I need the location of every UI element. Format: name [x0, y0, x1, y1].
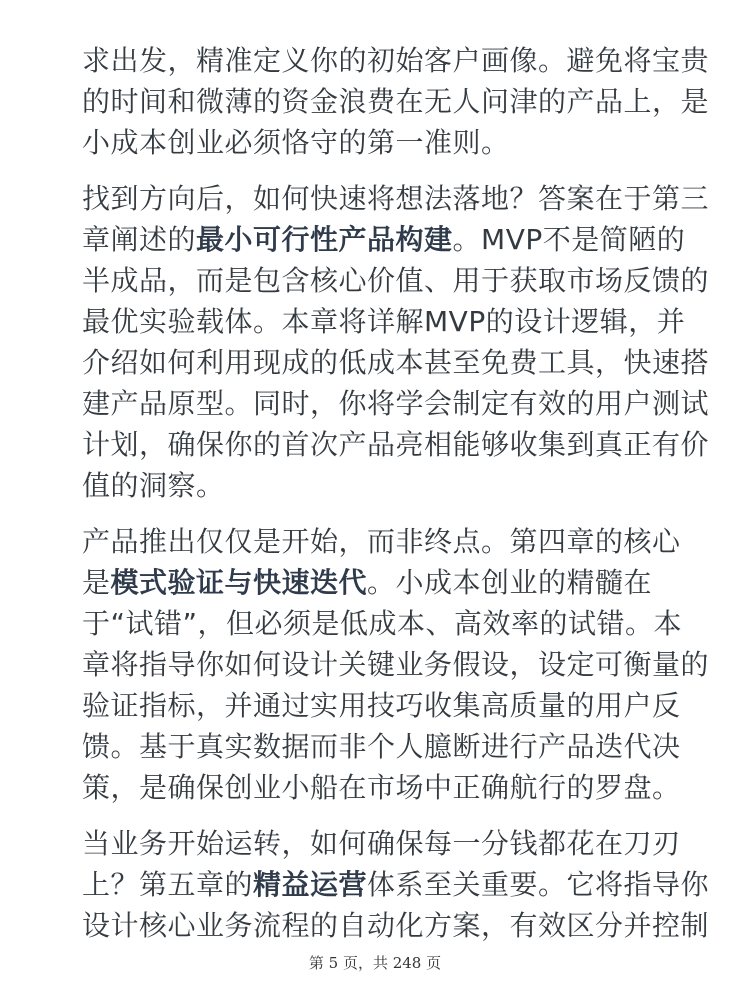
- text-line: [82, 178, 710, 219]
- page-number: 第 5 页，共 248 页: [308, 954, 442, 972]
- text-segment: 当业务开始运转，如何确保每一分钱都花在刀刃: [82, 827, 681, 860]
- text-line: [82, 726, 681, 767]
- text-line: [82, 823, 681, 864]
- text-line: [82, 219, 686, 260]
- text-segment: 小成本创业必须恪守的第一准则。: [82, 126, 510, 159]
- text-segment: 建产品原型。同时，你将学会制定有效的用户测试: [82, 387, 710, 420]
- text-line: [82, 122, 668, 163]
- text-segment: 馈。基于真实数据而非个人臆断进行产品迭代决: [82, 730, 681, 763]
- text-segment: 的时间和微薄的资金浪费在无人问津的产品上，是: [82, 85, 710, 118]
- text-segment: 。MVP不是简陋的: [452, 223, 686, 256]
- text-line: [82, 465, 668, 506]
- text-line: [82, 905, 710, 946]
- text-segment: 设计核心业务流程的自动化方案，有效区分并控制: [82, 909, 710, 942]
- text-line: [82, 81, 710, 122]
- text-segment: 是: [82, 566, 111, 599]
- text-segment: 章阐述的: [82, 223, 197, 256]
- bold-term: 最小可行性产品构建: [196, 223, 453, 256]
- paragraph: [82, 823, 710, 946]
- paragraph: [82, 40, 710, 163]
- text-line: [82, 685, 681, 726]
- text-line: [82, 424, 710, 465]
- bold-term: 模式验证与快速迭代: [110, 566, 368, 599]
- text-segment: 值的洞察。: [82, 469, 225, 502]
- text-line: [82, 562, 668, 603]
- text-line: [82, 342, 710, 383]
- bold-term: 精益运营: [253, 868, 368, 901]
- paragraph: [82, 178, 710, 506]
- text-line: [82, 603, 683, 644]
- text-line: [82, 767, 681, 808]
- text-segment: 半成品，而是包含核心价值、用于获取市场反馈的: [82, 264, 710, 297]
- text-line: [82, 383, 710, 424]
- text-segment: 体系至关重要。它将指导你: [367, 868, 710, 901]
- text-line: [82, 521, 681, 562]
- text-segment: 计划，确保你的首次产品亮相能够收集到真正有价: [82, 428, 710, 461]
- text-segment: 上？第五章的: [82, 868, 254, 901]
- text-line: [82, 644, 710, 685]
- paragraph: [82, 521, 710, 808]
- text-line: [82, 864, 710, 905]
- body-text: [82, 40, 710, 946]
- text-segment: 策，是确保创业小船在市场中正确航行的罗盘。: [82, 771, 681, 804]
- text-line: [82, 260, 710, 301]
- text-line: [82, 301, 686, 342]
- text-segment: 章将指导你如何设计关键业务假设，设定可衡量的: [82, 648, 710, 681]
- text-segment: 求出发，精准定义你的初始客户画像。避免将宝贵: [82, 44, 710, 77]
- text-segment: 找到方向后，如何快速将想法落地？答案在于第三: [82, 182, 710, 215]
- text-segment: 最优实验载体。本章将详解MVP的设计逻辑，并: [82, 305, 686, 338]
- text-line: [82, 40, 710, 81]
- text-segment: 介绍如何利用现成的低成本甚至免费工具，快速搭: [82, 346, 710, 379]
- text-segment: 验证指标，并通过实用技巧收集高质量的用户反: [82, 689, 681, 722]
- text-segment: 产品推出仅仅是开始，而非终点。第四章的核心: [82, 525, 681, 558]
- text-segment: 于“试错”，但必须是低成本、高效率的试错。本: [82, 607, 683, 640]
- text-segment: 。小成本创业的精髓在: [367, 566, 653, 599]
